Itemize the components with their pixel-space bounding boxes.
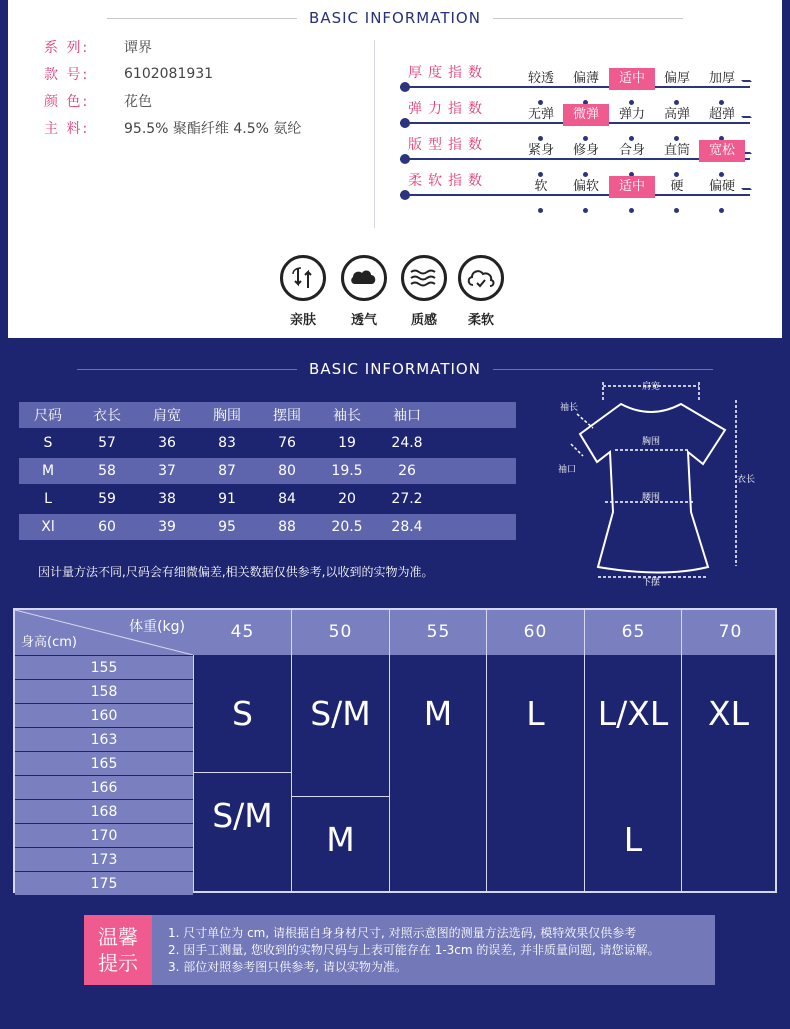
diagram-label: 下摆 — [641, 578, 661, 588]
feature-label: 亲肤 — [289, 313, 316, 328]
attr-material — [44, 114, 301, 141]
tips-tag — [84, 915, 152, 985]
height-row: 155 — [15, 655, 193, 679]
cell: 76 — [278, 435, 296, 451]
header-cell: 肩宽 — [153, 408, 181, 424]
height-row: 166 — [15, 775, 193, 799]
attr-color — [44, 87, 301, 114]
basic-info-card — [8, 0, 782, 338]
feature-soft — [458, 255, 504, 328]
height-row: 173 — [15, 847, 193, 871]
indicator-label: 版型指数 — [408, 137, 488, 153]
size-block: M — [326, 819, 355, 859]
height-row: 163 — [15, 727, 193, 751]
indicator-label: 柔软指数 — [408, 173, 488, 189]
feature-label: 透气 — [350, 313, 377, 328]
tips-tag-line: 温馨 — [98, 925, 138, 949]
indicator-dot — [719, 208, 724, 213]
cell: 59 — [98, 491, 116, 507]
attr-value: 花色 — [124, 93, 152, 110]
attr-style-no — [44, 60, 301, 87]
cell: 19.5 — [331, 463, 363, 479]
section-title: BASIC INFORMATION — [309, 360, 481, 378]
indicator-row — [400, 66, 765, 94]
attr-value: 谭界 — [124, 39, 152, 56]
cell: 39 — [158, 519, 176, 535]
indicator-label: 厚度指数 — [408, 65, 488, 81]
height-row: 170 — [15, 823, 193, 847]
diagram-label: 腰围 — [641, 493, 661, 503]
header-cell: 袖口 — [393, 408, 421, 424]
indicator-row — [400, 174, 765, 202]
weight-col: 65 — [621, 622, 646, 642]
size-block: M — [423, 694, 453, 733]
size-table — [19, 402, 516, 540]
matrix-header — [15, 610, 775, 655]
attr-series — [44, 33, 301, 60]
cell: 80 — [278, 463, 296, 479]
indicator-option: 适中 — [609, 68, 655, 90]
cell: 24.8 — [391, 435, 423, 451]
header-cell: 衣长 — [93, 408, 121, 424]
indicator-option: 软 — [534, 179, 548, 194]
garment-measure-diagram — [553, 372, 773, 592]
indicator-option: 偏薄 — [572, 71, 599, 86]
table-row — [19, 484, 516, 514]
title-divider-right — [493, 369, 713, 370]
attr-value: 6102081931 — [124, 65, 214, 82]
indicator-dot — [629, 208, 634, 213]
header-cell: 袖长 — [333, 408, 361, 424]
height-row: 168 — [15, 799, 193, 823]
breathable-icon — [341, 255, 387, 301]
indicator-option: 偏硬 — [708, 179, 735, 194]
soft-icon — [458, 255, 504, 301]
height-row: 160 — [15, 703, 193, 727]
cell: 36 — [158, 435, 176, 451]
cell: 20.5 — [331, 519, 363, 535]
cell: 88 — [278, 519, 296, 535]
attr-value: 95.5% 聚酯纤维 4.5% 氨纶 — [124, 120, 302, 137]
table-row — [19, 458, 516, 484]
size-recommend-matrix — [13, 608, 777, 893]
cell: 57 — [98, 435, 116, 451]
height-row: 175 — [15, 871, 193, 895]
cell: 95 — [218, 519, 236, 535]
cell: 60 — [98, 519, 116, 535]
size-table-header — [19, 402, 516, 428]
indicator-option: 修身 — [572, 143, 599, 158]
diagram-label: 衣长 — [736, 475, 756, 485]
indicator-dot — [583, 208, 588, 213]
attr-key: 款 号: — [44, 66, 90, 83]
height-axis-label: 身高(cm) — [21, 635, 77, 650]
cell: 84 — [278, 491, 296, 507]
indicator-option: 硬 — [670, 179, 684, 194]
feature-label: 柔软 — [467, 313, 494, 328]
feature-texture — [401, 255, 447, 328]
section-title-row — [8, 9, 782, 27]
indicator-dot — [674, 208, 679, 213]
indicator-option: 紧身 — [527, 143, 554, 158]
table-row — [19, 514, 516, 540]
cell: 58 — [98, 463, 116, 479]
cell: 19 — [338, 435, 356, 451]
tip-item: 3. 部位对照参考图只供参考, 请以实物为准。 — [168, 960, 407, 974]
diagram-label: 袖长 — [559, 403, 579, 413]
texture-icon — [401, 255, 447, 301]
indicator-option: 直筒 — [663, 143, 690, 158]
cell: L — [44, 491, 52, 507]
feature-breathable — [341, 255, 387, 328]
cell: 28.4 — [391, 519, 423, 535]
cell: Xl — [41, 519, 55, 535]
size-block: L — [526, 694, 545, 733]
weight-col: 60 — [523, 622, 548, 642]
indicator-option: 超弹 — [708, 107, 735, 122]
cell: 27.2 — [391, 491, 423, 507]
attr-key: 颜 色: — [44, 93, 90, 110]
tips-list — [168, 925, 660, 976]
height-row: 165 — [15, 751, 193, 775]
indicator-option: 无弹 — [527, 107, 554, 122]
tip-item: 1. 尺寸单位为 cm, 请根据自身身材尺寸, 对照示意图的测量方法选码, 模特效果仅供参考 — [168, 926, 637, 940]
header-cell: 摆围 — [273, 408, 301, 424]
height-row: 158 — [15, 679, 193, 703]
attr-key: 系 列: — [44, 39, 90, 56]
tip-item: 2. 因手工测量, 您收到的实物尺码与上表可能存在 1-3cm 的误差, 并非质量问题, 请您谅解。 — [168, 943, 660, 957]
cell: S — [43, 435, 53, 451]
indicator-option: 微弹 — [563, 104, 609, 126]
cell: 83 — [218, 435, 236, 451]
indicator-option: 偏软 — [572, 179, 599, 194]
tips-box — [84, 915, 715, 985]
indicator-option: 加厚 — [708, 71, 735, 86]
weight-col: 45 — [230, 622, 255, 642]
matrix-corner — [15, 610, 193, 655]
header-cell: 胸围 — [213, 408, 241, 424]
indicator-option: 弹力 — [618, 107, 645, 122]
indicator-label: 弹力指数 — [408, 101, 488, 117]
size-block: L — [623, 819, 643, 859]
cell: 26 — [398, 463, 416, 479]
cell: 37 — [158, 463, 176, 479]
size-block: S/M — [310, 694, 371, 733]
weight-axis-label: 体重(kg) — [129, 619, 185, 635]
vertical-divider — [374, 40, 375, 228]
indicator-row — [400, 102, 765, 130]
tips-tag-line: 提示 — [98, 951, 138, 975]
feature-skin-friendly — [280, 255, 326, 328]
weight-col: 55 — [426, 622, 451, 642]
size-block: S — [232, 694, 253, 733]
header-cell: 尺码 — [34, 408, 62, 424]
cell: 91 — [218, 491, 236, 507]
feature-label: 质感 — [410, 313, 437, 328]
cell: 87 — [218, 463, 236, 479]
size-block: L/XL — [597, 694, 669, 733]
indicator-dot — [538, 208, 543, 213]
weight-col: 70 — [718, 622, 743, 642]
size-block: S/M — [212, 795, 273, 835]
cell: 38 — [158, 491, 176, 507]
weight-col: 50 — [328, 622, 353, 642]
size-block: XL — [708, 694, 749, 733]
indicator-option: 宽松 — [699, 140, 745, 162]
indicator-row — [400, 138, 765, 166]
diagram-label: 袖口 — [557, 465, 577, 475]
diagram-label: 肩宽 — [641, 382, 661, 392]
attr-key: 主 料: — [44, 120, 90, 137]
diagram-label: 胸围 — [641, 437, 661, 447]
title-divider-right — [493, 18, 683, 19]
indicator-option: 偏厚 — [663, 71, 690, 86]
size-note: 因计量方法不同,尺码会有细微偏差,相关数据仅供参考,以收到的实物为准。 — [38, 565, 434, 579]
table-row — [19, 428, 516, 458]
cell: 20 — [338, 491, 356, 507]
section-title: BASIC INFORMATION — [309, 9, 481, 27]
indicator-option: 合身 — [618, 143, 645, 158]
title-divider-left — [107, 18, 297, 19]
indicator-option: 较透 — [527, 71, 554, 86]
indicator-option: 高弹 — [663, 107, 690, 122]
basic-attributes — [44, 33, 301, 141]
cell: M — [41, 463, 55, 479]
indicator-option: 适中 — [609, 176, 655, 198]
skin-friendly-icon — [280, 255, 326, 301]
title-divider-left — [77, 369, 297, 370]
